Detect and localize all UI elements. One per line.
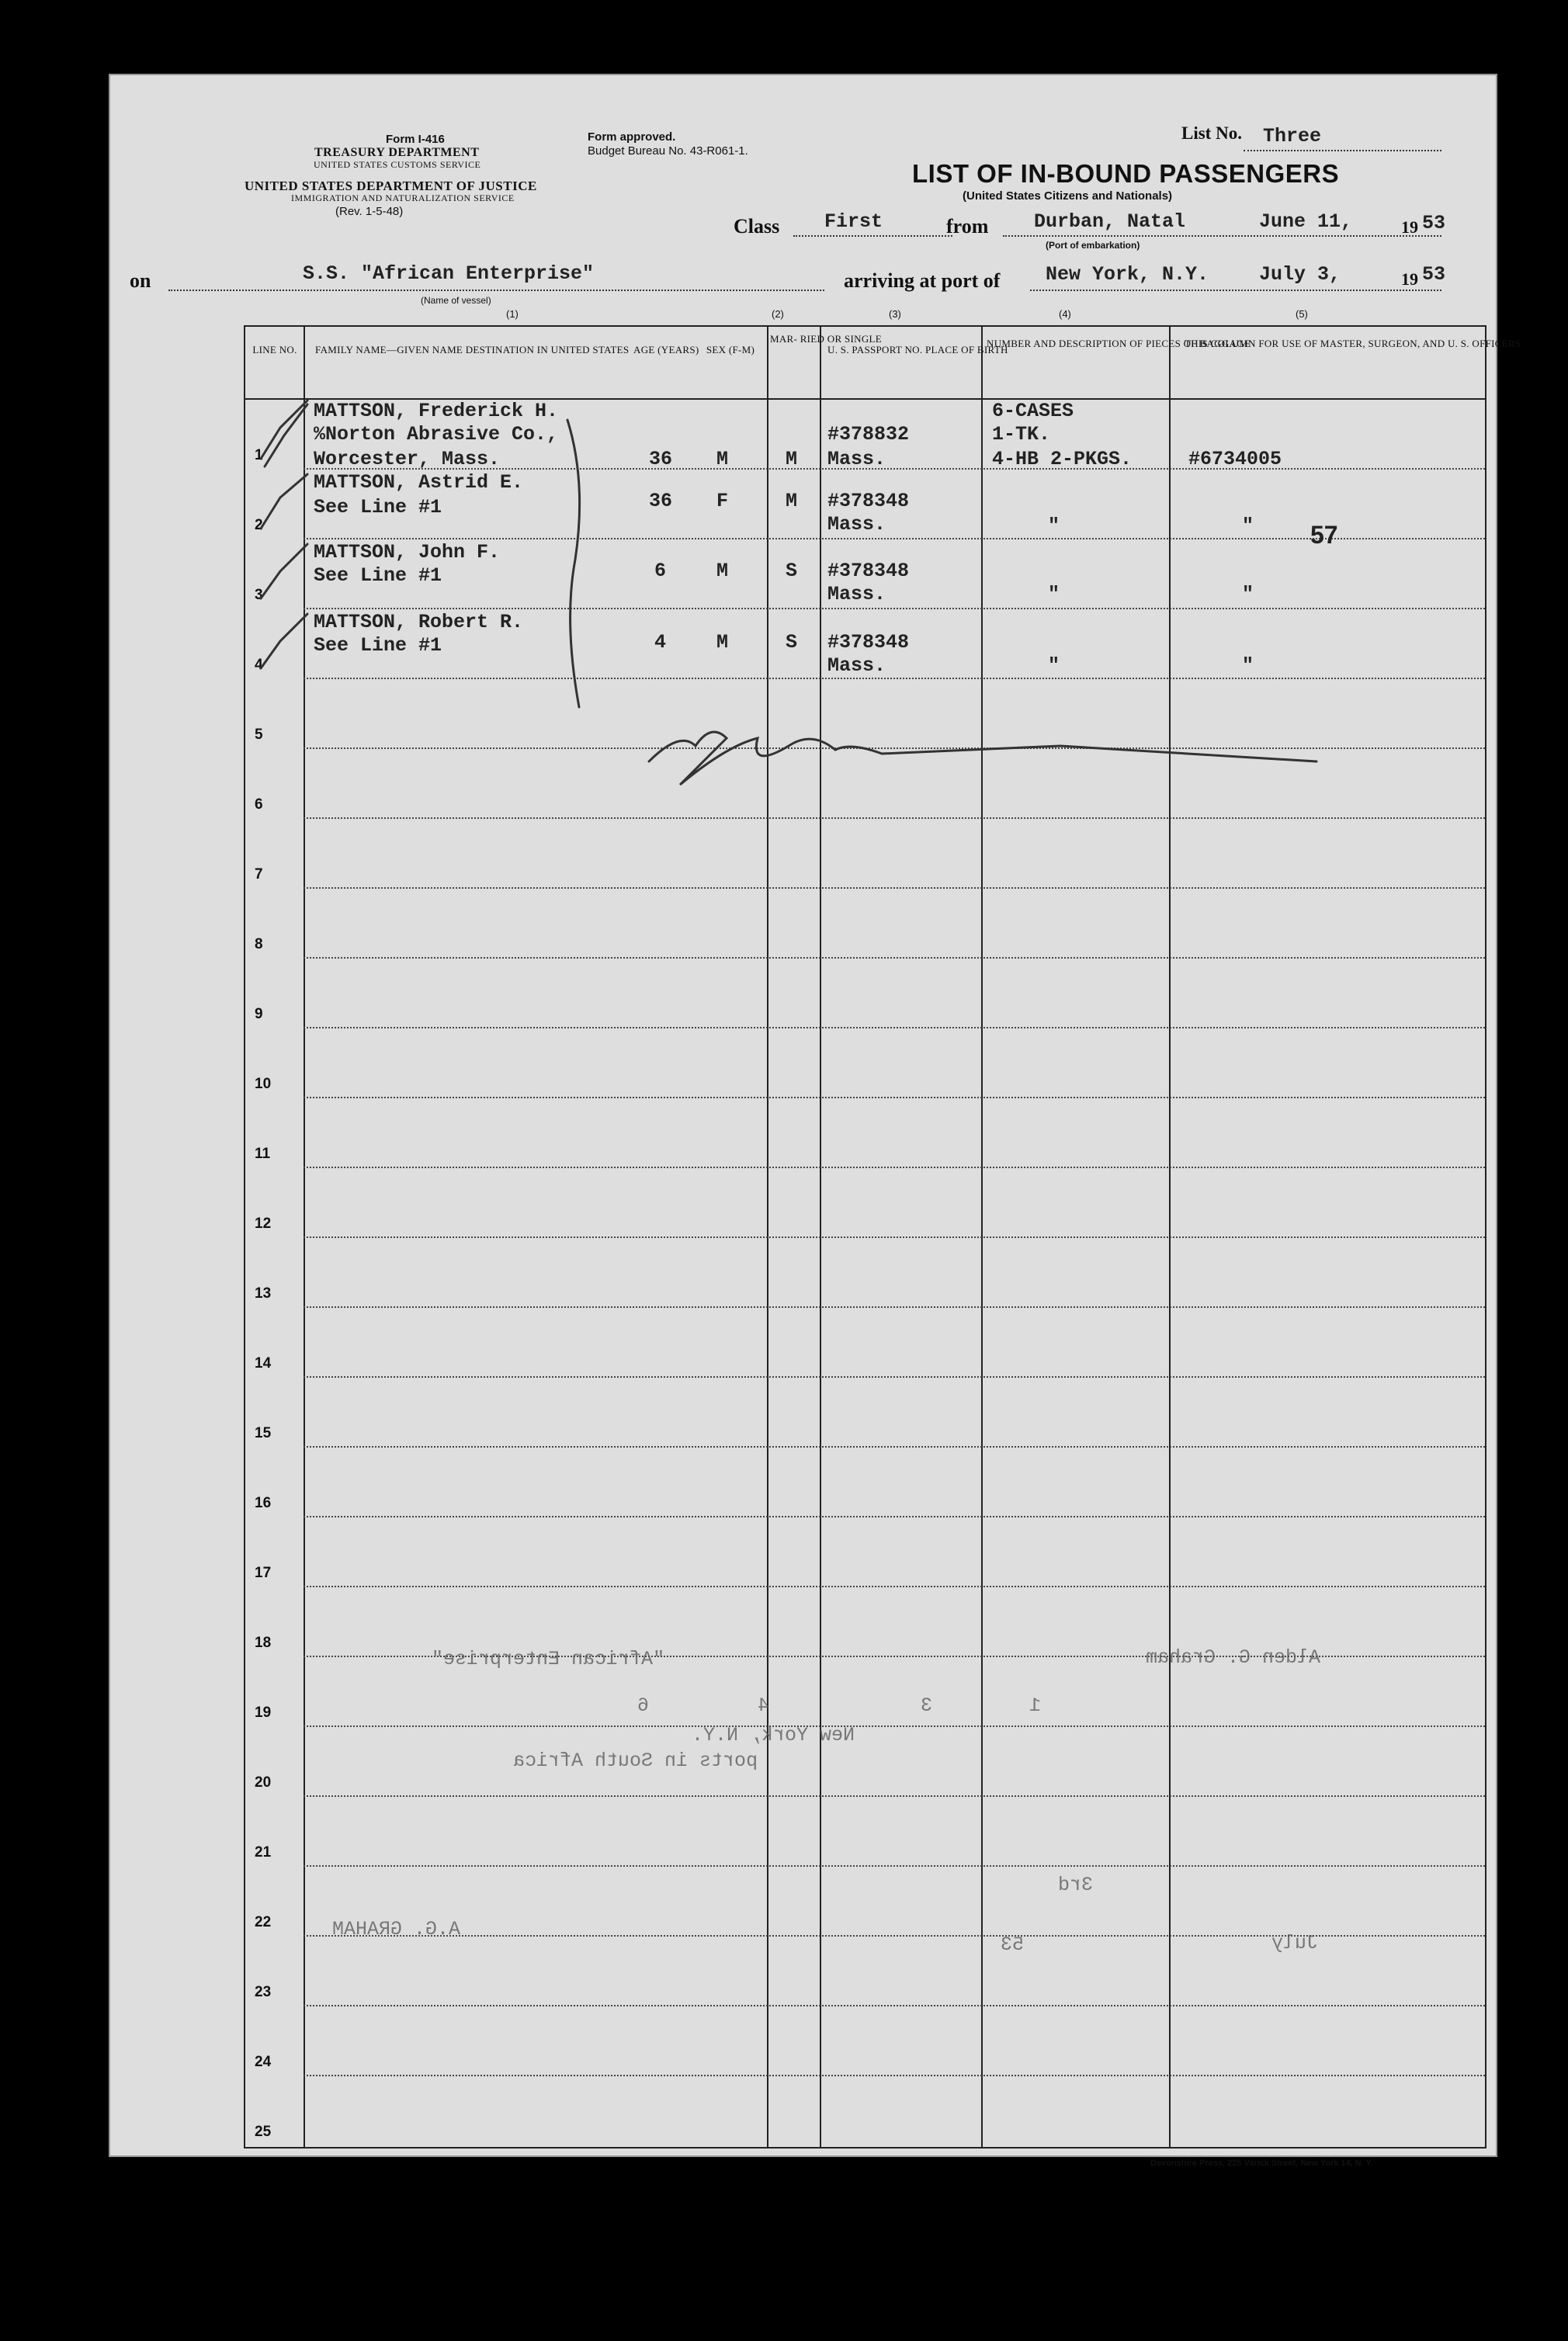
ins-service: IMMIGRATION AND NATURALIZATION SERVICE (291, 192, 515, 203)
passenger-name: MATTSON, Astrid E. (314, 471, 524, 494)
passenger-name: MATTSON, Frederick H. (314, 400, 559, 422)
passenger-sex: F (716, 490, 729, 512)
line-number: 24 (255, 2054, 272, 2070)
line-number: 23 (255, 1984, 272, 2000)
handwritten-note: 57 (1310, 521, 1338, 549)
column-number-1: (1) (506, 308, 519, 320)
class-value: First (824, 210, 883, 233)
line-number: 5 (255, 727, 263, 743)
justice-department: UNITED STATES DEPARTMENT OF JUSTICE (245, 179, 537, 193)
passenger-baggage: 1-TK. (992, 423, 1051, 446)
passenger-passport: #378832 (827, 423, 910, 446)
passenger-officer-note: " (1242, 583, 1254, 605)
line-number: 18 (255, 1635, 272, 1651)
checkmark-icon (265, 404, 307, 466)
checkmark-icon (261, 614, 307, 668)
line-number: 16 (255, 1495, 272, 1511)
passenger-married: M (786, 490, 798, 512)
vessel-caption: (Name of vessel) (421, 295, 491, 306)
line-number: 12 (255, 1216, 272, 1232)
line-number: 17 (255, 1565, 272, 1581)
bleedthrough-num: 3 (921, 1694, 933, 1717)
passenger-baggage: 6-CASES (992, 400, 1074, 422)
passenger-married: S (786, 560, 798, 582)
passenger-sex: M (716, 560, 729, 582)
treasury-department: TREASURY DEPARTMENT (314, 146, 480, 159)
arrival-date: July 3, (1259, 263, 1341, 286)
form-number: Form I-416 (386, 133, 445, 146)
passenger-destination: Worcester, Mass. (314, 448, 501, 470)
passenger-baggage: " (1048, 654, 1060, 677)
list-no-value: Three (1263, 125, 1322, 147)
manifest-table (244, 325, 1521, 2149)
passenger-passport: #378348 (827, 490, 910, 512)
bleedthrough-day: 3rd (1058, 1874, 1094, 1896)
passenger-birthplace: Mass. (827, 448, 886, 470)
passenger-sex: M (716, 448, 729, 470)
signature-icon (649, 732, 1316, 785)
year-prefix-1: 19 (1401, 217, 1418, 237)
passenger-birthplace: Mass. (827, 654, 886, 677)
line-number: 9 (255, 1006, 263, 1022)
bleedthrough-vessel: "African Enterprise" (432, 1648, 665, 1670)
on-label: on (130, 269, 151, 292)
passenger-destination: See Line #1 (314, 634, 442, 657)
line-number: 1 (255, 447, 263, 463)
passenger-name: MATTSON, Robert R. (314, 611, 524, 633)
col-line-no: LINE NO. (252, 344, 297, 355)
col-name: FAMILY NAME—GIVEN NAME DESTINATION IN UNITED STATES (315, 344, 630, 355)
passenger-officer-note: #6734005 (1188, 448, 1282, 470)
port-embarkation-caption: (Port of embarkation) (1046, 240, 1140, 251)
line-number: 19 (255, 1705, 272, 1721)
page-title: LIST OF IN-BOUND PASSENGERS (912, 159, 1340, 188)
arriving-label: arriving at port of (844, 269, 1001, 292)
year-2: 53 (1422, 263, 1446, 286)
passenger-married: S (786, 631, 798, 654)
col-married: MAR- RIED OR SINGLE (770, 333, 883, 345)
line-number: 8 (255, 936, 263, 952)
bleedthrough-port: New York, N.Y. (692, 1724, 855, 1746)
bleedthrough-signature-typed: A.G. GRAHAM (332, 1918, 461, 1940)
class-rule (793, 235, 952, 237)
arrival-port: New York, N.Y. (1046, 263, 1209, 286)
column-number-4: (4) (1059, 308, 1071, 320)
passenger-age: 6 (654, 560, 667, 582)
passenger-birthplace: Mass. (827, 513, 886, 536)
line-number: 15 (255, 1425, 272, 1441)
class-label: Class (734, 215, 780, 238)
passenger-age: 4 (654, 631, 667, 654)
checkmark-icon (261, 474, 307, 529)
checkmark-icon (261, 401, 307, 459)
bleedthrough-num: 4 (758, 1694, 770, 1717)
line-number: 2 (255, 517, 263, 533)
passenger-officer-note: " (1242, 654, 1254, 677)
handwritten-marks (245, 327, 1521, 792)
column-number-5: (5) (1296, 308, 1308, 320)
depart-date: June 11, (1259, 210, 1353, 233)
line-number: 3 (255, 587, 263, 603)
passenger-baggage: " (1048, 583, 1060, 605)
passenger-age: 36 (649, 448, 673, 470)
printer-imprint: Devonshire Press, 225 Varick Street, New York 14, N. Y. (1150, 2159, 1373, 2168)
passenger-age: 36 (649, 490, 673, 512)
passenger-baggage: " (1048, 515, 1060, 537)
page-subtitle: (United States Citizens and Nationals) (963, 189, 1173, 203)
line-number: 22 (255, 1914, 272, 1930)
passenger-name: MATTSON, John F. (314, 541, 501, 564)
form-approved: Form approved. (588, 130, 676, 144)
col-sex: SEX (F-M) (706, 344, 755, 355)
line-number: 14 (255, 1355, 272, 1372)
from-value: Durban, Natal (1034, 210, 1186, 233)
passenger-destination: See Line #1 (314, 496, 442, 518)
col-officers: THIS COLUMN FOR USE OF MASTER, SURGEON, AND U. S. OFFICERS (1185, 338, 1521, 349)
from-rule (1003, 235, 1441, 237)
list-no-label: List No. (1181, 123, 1242, 143)
passenger-birthplace: Mass. (827, 583, 886, 605)
arrival-rule (1030, 290, 1441, 291)
passenger-destination: See Line #1 (314, 564, 442, 587)
from-label: from (946, 215, 989, 238)
line-number: 6 (255, 796, 263, 813)
line-number: 10 (255, 1076, 272, 1092)
column-number-2: (2) (772, 308, 784, 320)
list-no-rule (1244, 150, 1441, 151)
bleedthrough-num: 1 (1029, 1694, 1042, 1717)
passenger-baggage: 4-HB 2-PKGS. (992, 448, 1133, 470)
checkmark-icon (261, 544, 307, 598)
bracket-mark-icon (567, 420, 580, 707)
budget-bureau: Budget Bureau No. 43-R061-1. (588, 144, 748, 158)
line-number: 11 (255, 1146, 271, 1162)
line-number: 13 (255, 1285, 272, 1302)
passenger-officer-note: " (1242, 515, 1254, 537)
bleedthrough-ports: ports in South Africa (513, 1750, 758, 1772)
column-number-3: (3) (889, 308, 901, 320)
col-passport: U. S. PASSPORT NO. PLACE OF BIRTH (827, 344, 1008, 355)
line-number: 7 (255, 866, 263, 883)
vessel-rule (168, 290, 824, 291)
bleedthrough-month: July (1271, 1932, 1319, 1954)
line-number: 21 (255, 1844, 272, 1861)
customs-service: UNITED STATES CUSTOMS SERVICE (314, 159, 481, 170)
year-prefix-2: 19 (1401, 269, 1418, 289)
passenger-passport: #378348 (827, 631, 910, 654)
col-baggage: NUMBER AND DESCRIPTION OF PIECES OF BAGGAGE (987, 338, 1251, 349)
passenger-destination: %Norton Abrasive Co., (314, 423, 559, 446)
bleedthrough-num: 6 (637, 1694, 650, 1717)
passenger-married: M (786, 448, 798, 470)
year-1: 53 (1422, 212, 1446, 234)
vessel-name: S.S. "African Enterprise" (303, 262, 595, 285)
passenger-sex: M (716, 631, 729, 654)
manifest-page (109, 74, 1521, 2168)
line-number: 4 (255, 657, 263, 673)
form-revision: (Rev. 1-5-48) (335, 205, 404, 218)
passenger-passport: #378348 (827, 560, 910, 582)
col-age: AGE (YEARS) (633, 344, 699, 355)
bleedthrough-signer: Alden G. Graham (1146, 1646, 1321, 1669)
line-number: 20 (255, 1774, 272, 1791)
bleedthrough-year: 53 (1001, 1933, 1025, 1956)
line-number: 25 (255, 2124, 272, 2140)
